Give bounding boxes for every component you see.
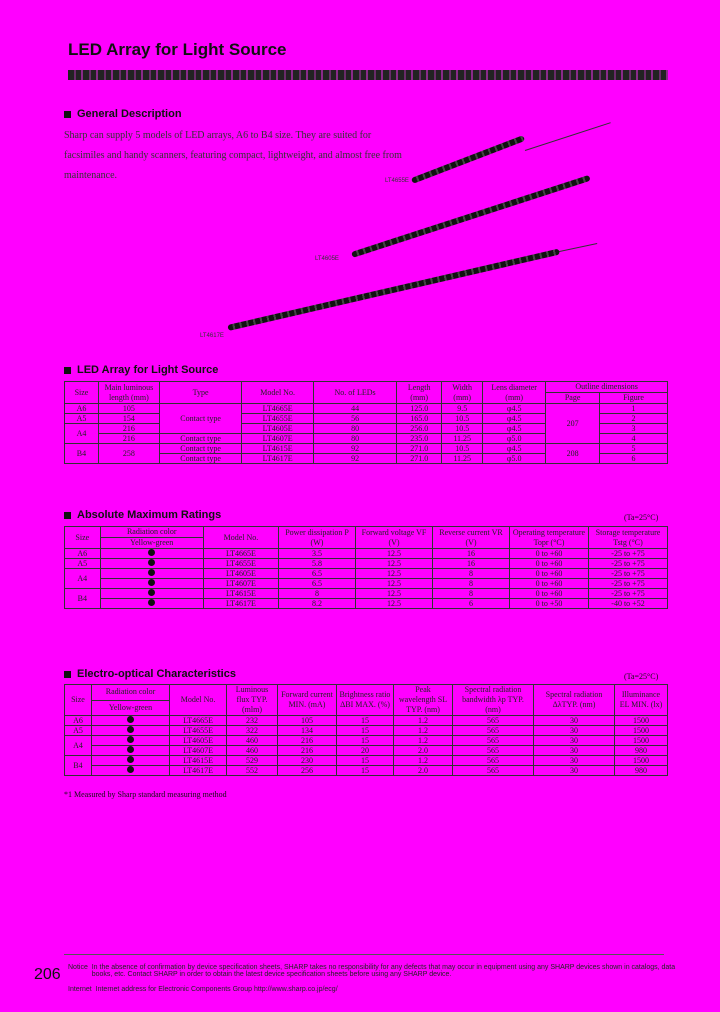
table-row: LT4617E 8.2 12.5 6 0 to +50 -40 to +52 <box>65 599 668 609</box>
bullet-square-icon <box>64 111 71 118</box>
photo-label-2: LT4605E <box>315 256 339 262</box>
col-leds: No. of LEDs <box>313 382 396 404</box>
radiation-dot-icon <box>127 766 134 773</box>
table-row: B4 LT4615E 8 12.5 8 0 to +60 -25 to +75 <box>65 589 668 599</box>
col-len: Length (mm) <box>397 382 442 404</box>
col-type: Type <box>159 382 241 404</box>
cable-wire-1 <box>525 122 611 151</box>
bullet-square-icon <box>64 671 71 678</box>
radiation-dot-icon <box>127 756 134 763</box>
footer-internet: Internet Internet address for Electronic Components Group http://www.sharp.co.jp/ecg/ <box>68 986 338 993</box>
table-row: A4 LT4605E 460 216 15 1.2 565 30 1500 <box>65 736 668 746</box>
table-row: A5 154 LT4655E 56 165.0 10.5 φ4.5 2 <box>65 414 668 424</box>
eo-condition: (Ta=25°C) <box>624 672 659 681</box>
radiation-dot-icon <box>148 559 155 566</box>
measurement-note: *1 Measured by Sharp standard measuring method <box>64 790 227 799</box>
table-row: LT4617E 552 256 15 2.0 565 30 980 <box>65 766 668 776</box>
radiation-dot-icon <box>127 736 134 743</box>
table-row: A4 LT4605E 6.5 12.5 8 0 to +60 -25 to +75 <box>65 569 668 579</box>
bullet-square-icon <box>64 512 71 519</box>
page-title: LED Array for Light Source <box>68 40 287 59</box>
table-row: B4 LT4615E 529 230 15 1.2 565 30 1500 <box>65 756 668 766</box>
col-page: Page <box>546 393 600 404</box>
page-number: 206 <box>34 966 61 983</box>
abs-max-table: Size Radiation color Model No. Power dissipation P (W) Forward voltage VF (V) Reverse current VR (V) Operating temperature Topr (°C) Storage temperature Tstg (°C) Yellow-green A6 LT4665E 3.5 12.5 16 0 to +60 -25 to +75 A5 LT4655E 5.8 12.5 16 0 to +60 -25 to +75 A4 LT4605E 6.5 12.5 8 0 to +60 -25 to +75 LT4607E 6.5 12.5 8 0 to +60 -25 to +75 B4 LT4615E 8 12.5 8 0 to +60 -25 to +75 LT4617E 8.2 12.5 6 0 to +50 -40 to +52 <box>64 526 668 609</box>
led-array-bar-3 <box>227 249 560 331</box>
general-heading-text: General Description <box>77 108 182 120</box>
photo-label-1: LT4655E <box>385 178 409 184</box>
table-row: B4 258 Contact type LT4615E 92 271.0 10.5 φ4.5 208 5 <box>65 444 668 454</box>
radiation-dot-icon <box>148 569 155 576</box>
array-heading <box>64 364 218 376</box>
footer-notice: Notice In the absence of confirmation by device specification sheets, SHARP takes no responsibility for any defects that may occur in equipment using any SHARP devices shown in catalogs, data books, etc. Contact SHARP in order to obtain the latest device specification sheets before using any SHARP device. <box>68 964 676 978</box>
table-row: Contact type LT4617E 92 271.0 11.25 φ5.0 6 <box>65 454 668 464</box>
array-heading-text: LED Array for Light Source <box>77 364 219 376</box>
col-length: Main luminous length (mm) <box>98 382 159 404</box>
led-array-bar-2 <box>351 175 591 258</box>
radiation-dot-icon <box>148 549 155 556</box>
eo-heading <box>64 668 236 680</box>
col-lens: Lens diameter (mm) <box>483 382 546 404</box>
table-row: A6 LT4665E 3.5 12.5 16 0 to +60 -25 to +75 <box>65 549 668 559</box>
radiation-dot-icon <box>148 589 155 596</box>
general-description: Sharp can supply 5 models of LED arrays, A6 to B4 size. They are suited for facsimiles and handy scanners, featuring compact, lightweight, and almost free from maintenance. <box>64 130 402 181</box>
table-row: LT4607E 460 216 20 2.0 565 30 980 <box>65 746 668 756</box>
col-model: Model No. <box>242 382 314 404</box>
col-size: Size <box>65 382 99 404</box>
col-outline: Outline dimensions <box>546 382 668 393</box>
general-heading <box>64 108 182 120</box>
bullet-square-icon <box>64 367 71 374</box>
radiation-dot-icon <box>127 716 134 723</box>
radiation-dot-icon <box>127 746 134 753</box>
col-width: Width (mm) <box>442 382 483 404</box>
col-figure: Figure <box>600 393 668 404</box>
eo-heading-text: Electro-optical Characteristics <box>77 668 236 680</box>
led-array-table <box>64 381 668 464</box>
table-row: LT4607E 6.5 12.5 8 0 to +60 -25 to +75 <box>65 579 668 589</box>
table-row: A6 LT4665E 232 105 15 1.2 565 30 1500 <box>65 716 668 726</box>
led-array-bar-1 <box>411 135 525 184</box>
table-row: A4 216 LT4605E 80 256.0 10.5 φ4.5 3 <box>65 424 668 434</box>
radiation-dot-icon <box>148 599 155 606</box>
table-row: A5 LT4655E 322 134 15 1.2 565 30 1500 <box>65 726 668 736</box>
photo-label-3: LT4617E <box>200 333 224 339</box>
electro-optical-table: Size Radiation color Model No. Luminous flux TYP. (mlm) Forward current MIN. (mA) Brightness ratio ΔBI MAX. (%) Peak wavelength SL TYP. (nm) Spectral radiation bandwidth λp TYP. (nm) Spectral radiation ΔλTYP. (nm) Illuminance EL MIN. (lx) Yellow-green A6 LT4665E 232 105 15 1.2 565 30 1500 A5 LT4655E 322 134 15 1.2 565 30 1500 A4 LT4605E 460 216 15 1.2 565 30 1500 LT4607E 460 216 20 2.0 565 30 980 B4 LT4615E 529 230 15 1.2 565 30 1500 LT4617E 552 256 15 2.0 565 30 980 <box>64 684 668 776</box>
abs-condition: (Ta=25°C) <box>624 513 659 522</box>
table-row: 216 Contact type LT4607E 80 235.0 11.25 φ5.0 4 <box>65 434 668 444</box>
abs-heading <box>64 509 221 521</box>
table-row: A5 LT4655E 5.8 12.5 16 0 to +60 -25 to +75 <box>65 559 668 569</box>
footer-divider <box>64 954 664 955</box>
table-row: A6 105 Contact type LT4665E 44 125.0 9.5 φ4.5 207 1 <box>65 404 668 414</box>
radiation-dot-icon <box>148 579 155 586</box>
title-rule <box>68 70 668 80</box>
abs-heading-text: Absolute Maximum Ratings <box>77 509 222 521</box>
radiation-dot-icon <box>127 726 134 733</box>
